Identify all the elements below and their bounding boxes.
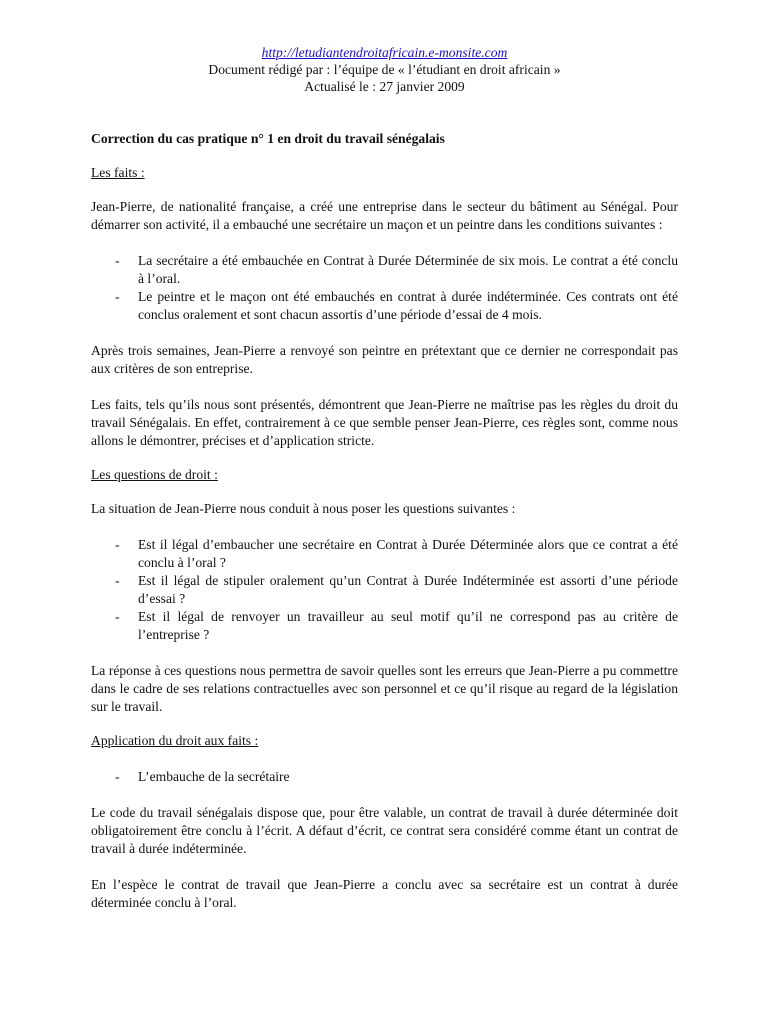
list-item: - Est il légal de renvoyer un travailleur au seul motif qu’il ne correspond pas au critère de l’entreprise ? (91, 608, 678, 644)
questions-conclusion: La réponse à ces questions nous permettra de savoir quelles sont les erreurs que Jean-Pierre a pu commettre dans le cadre de ses relations contractuelles avec son personnel et ce qu’il risque au regard de la législation sur le travail. (91, 663, 678, 714)
faits-paragraph-1: Après trois semaines, Jean-Pierre a renvoyé son peintre en prétextant que ce dernier ne correspondait pas aux critères de son entreprise. (91, 343, 678, 376)
questions-list (91, 536, 678, 644)
author-line: Document rédigé par : l’équipe de « l’étudiant en droit africain » (208, 62, 561, 77)
list-item: - La secrétaire a été embauchée en Contrat à Durée Déterminée de six mois. Le contrat a été conclu à l’oral. (91, 252, 678, 288)
application-paragraph-2: En l’espèce le contrat de travail que Jean-Pierre a conclu avec sa secrétaire est un contrat à durée déterminée conclu à l’oral. (91, 877, 678, 910)
faits-intro: Jean-Pierre, de nationalité française, a créé une entreprise dans le secteur du bâtiment au Sénégal. Pour démarrer son activité, il a embauché une secrétaire un maçon et un peintre dans les conditions suivantes : (91, 199, 678, 232)
heading-faits: Les faits : (91, 165, 145, 180)
list-item: - Le peintre et le maçon ont été embauchés en contrat à durée indéterminée. Ces contrats ont été conclus oralement et sont chacun assortis d’une période d’essai de 4 mois. (91, 288, 678, 324)
faits-paragraph-2: Les faits, tels qu’ils nous sont présentés, démontrent que Jean-Pierre ne maîtrise pas les règles du droit du travail Sénégalais. En effet, contrairement à ce que semble penser Jean-Pierre, ces règles sont, comme nous allons le démontrer, précises et d’application stricte. (91, 397, 678, 448)
list-item: - L’embauche de la secrétaire (91, 768, 678, 786)
date-line: Actualisé le : 27 janvier 2009 (304, 79, 465, 94)
document-title: Correction du cas pratique n° 1 en droit du travail sénégalais (91, 131, 445, 146)
questions-intro: La situation de Jean-Pierre nous conduit à nous poser les questions suivantes : (91, 501, 516, 516)
heading-application: Application du droit aux faits : (91, 733, 259, 748)
document-header (91, 44, 678, 95)
application-list (91, 768, 678, 786)
application-paragraph-1: Le code du travail sénégalais dispose que, pour être valable, un contrat de travail à durée déterminée doit obligatoirement être conclu à l’écrit. A défaut d’écrit, ce contrat sera considéré comme étant un contrat de travail à durée indéterminée. (91, 805, 678, 856)
faits-list (91, 252, 678, 324)
list-item: - Est il légal d’embaucher une secrétaire en Contrat à Durée Déterminée alors que ce contrat a été conclu à l’oral ? (91, 536, 678, 572)
list-item: - Est il légal de stipuler oralement qu’un Contrat à Durée Indéterminée est assorti d’une période d’essai ? (91, 572, 678, 608)
site-link[interactable]: http://letudiantendroitafricain.e-monsite.com (261, 45, 508, 60)
heading-questions: Les questions de droit : (91, 467, 218, 482)
